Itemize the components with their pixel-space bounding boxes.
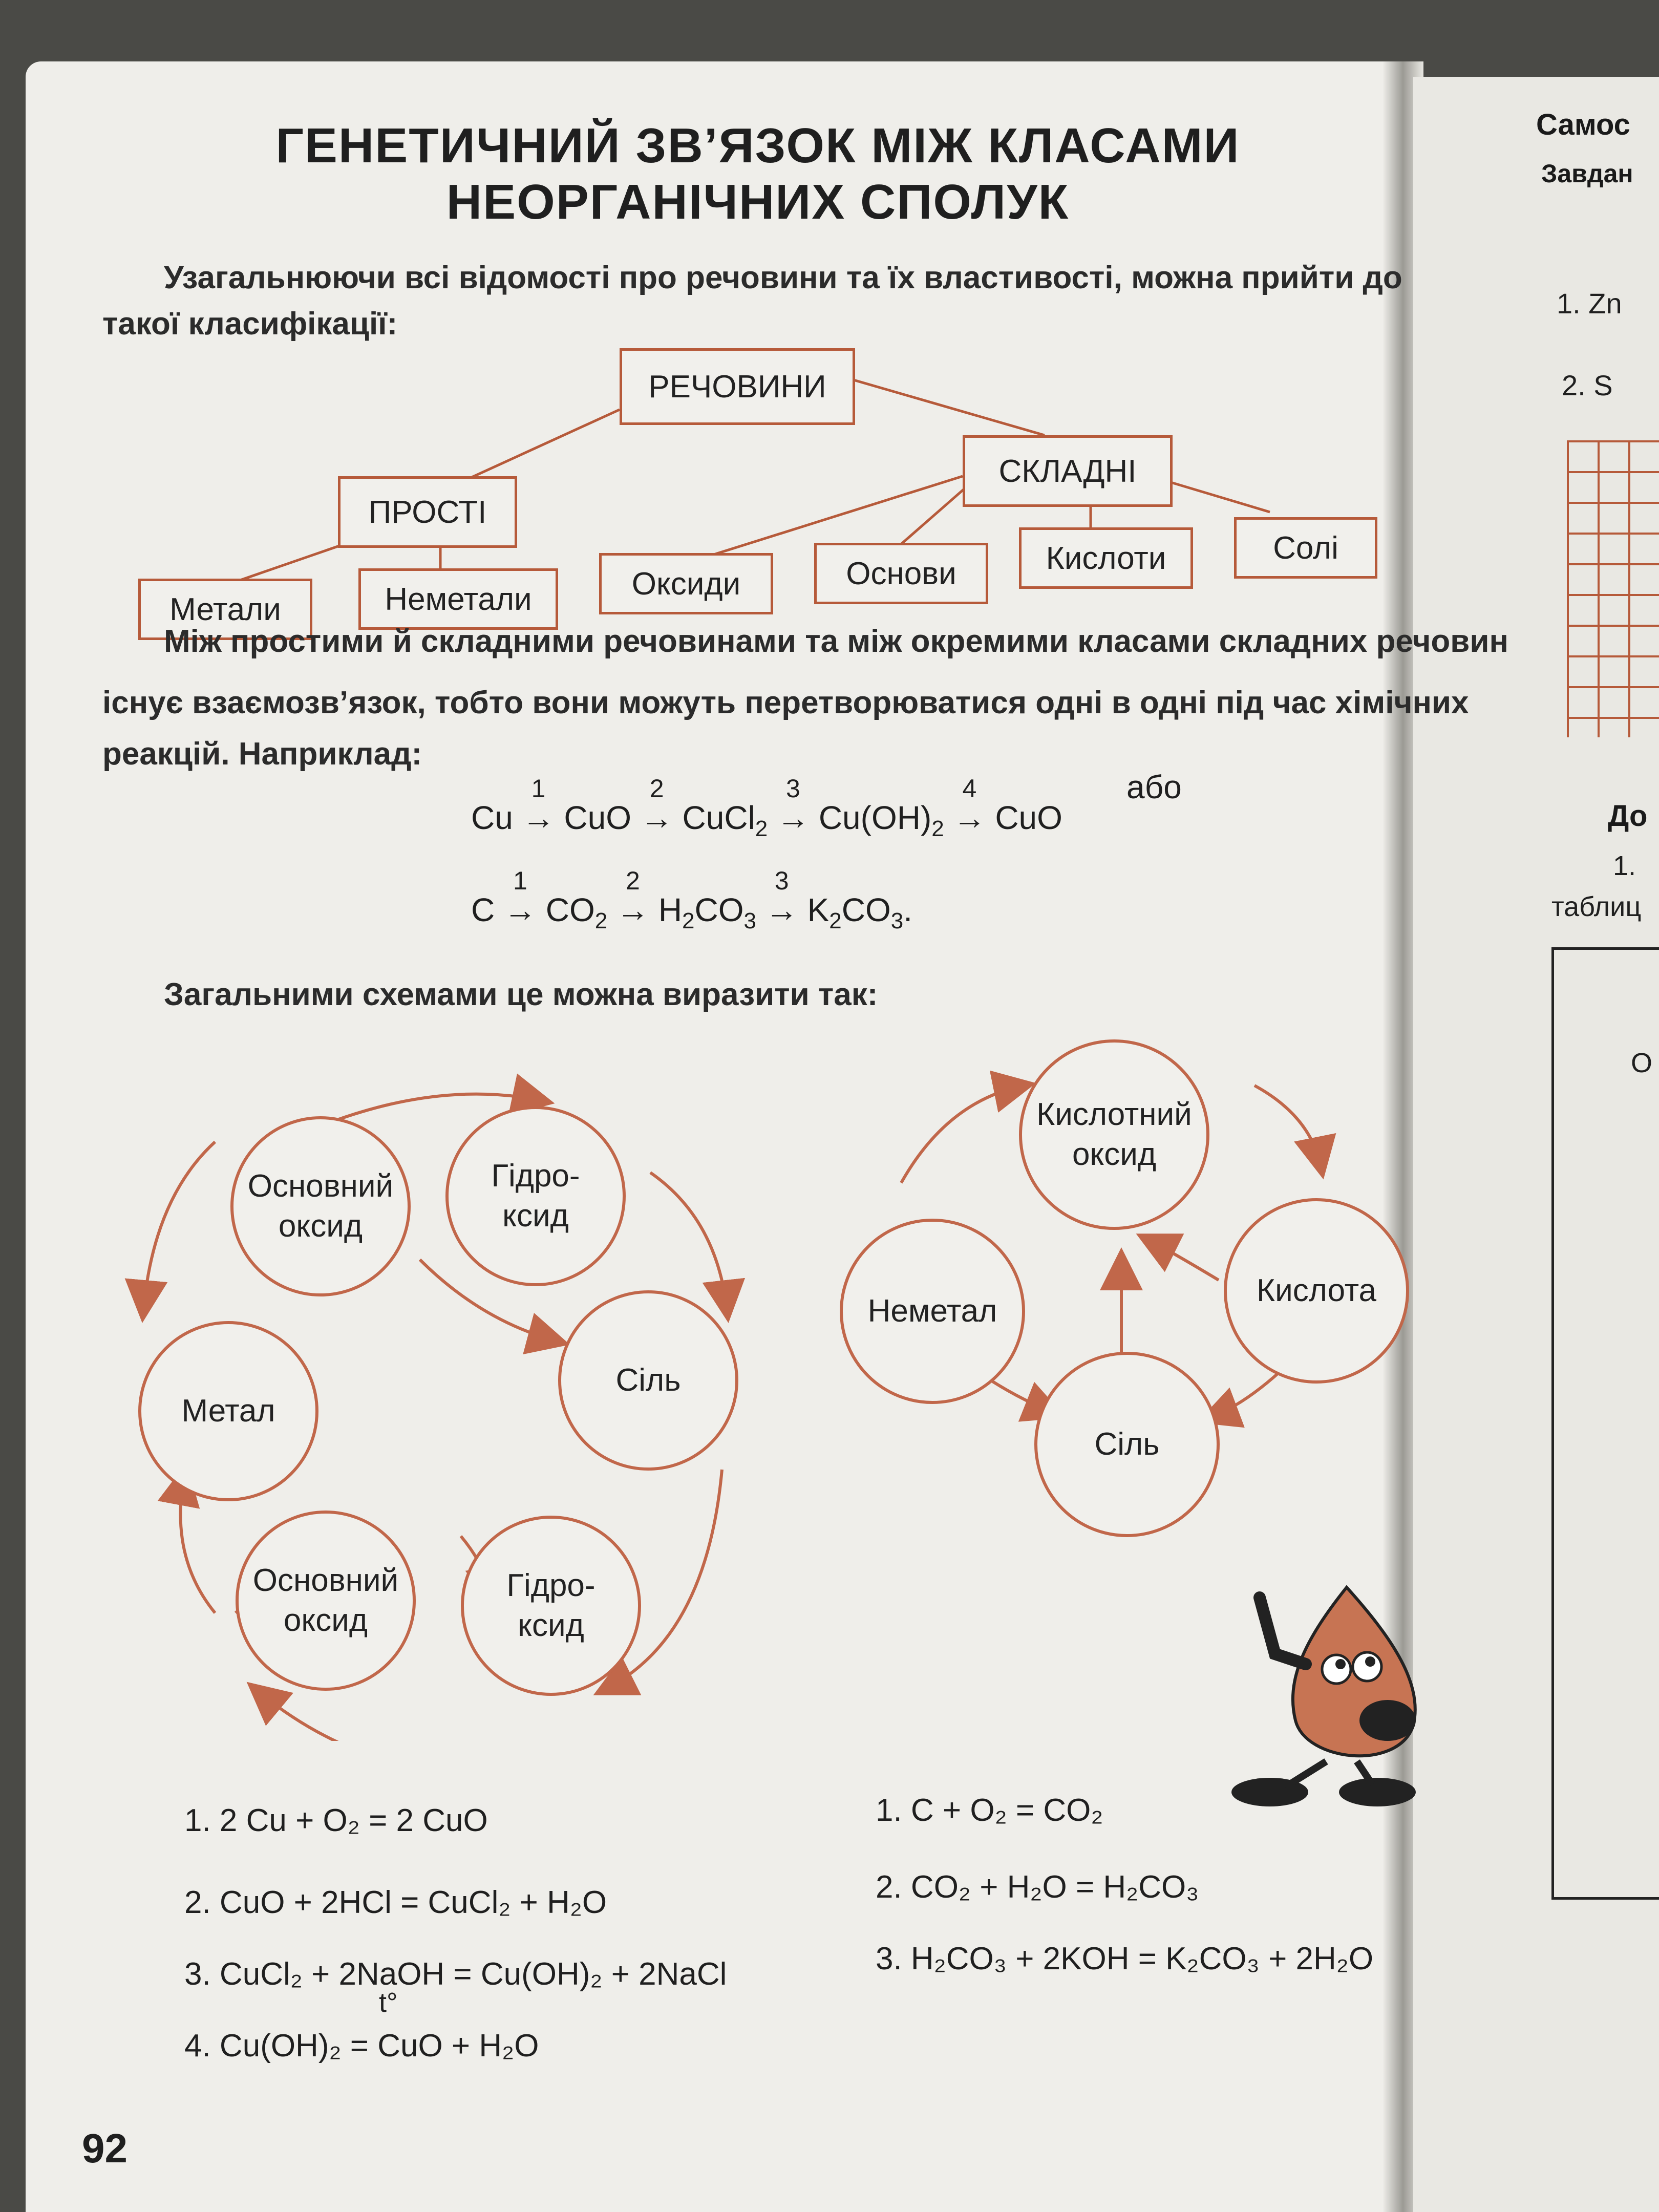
chain2-c: C [471, 891, 495, 928]
chain1-cuoh: Cu(OH) [818, 799, 932, 836]
chain1-cuo: CuO [564, 799, 631, 836]
node-oxides: Оксиди [599, 553, 773, 614]
right-page-item2: 2. S [1562, 369, 1613, 401]
node-salts: Солі [1234, 517, 1377, 579]
right-page-table-cell: О [1631, 1048, 1653, 1078]
relation-line1: Між простими й складними речовинами та між окремими класами складних речовин [164, 624, 1508, 659]
metal-scheme-hydroxide: Гідро- ксид [445, 1106, 626, 1286]
node-substances: РЕЧОВИНИ [620, 348, 855, 425]
chain1-cuoh-sub: 2 [931, 816, 944, 841]
node-complex: СКЛАДНІ [963, 435, 1173, 507]
metal-scheme-hydroxide-2: Гідро- ксид [461, 1516, 641, 1696]
chain2-period: . [903, 891, 913, 928]
chain1-cucl-sub: 2 [755, 816, 768, 841]
chain2-h: H [658, 891, 683, 928]
equation-left-2: 2. CuO + 2HCl = CuCl₂ + H₂O [184, 1885, 607, 1920]
page-title-line1: ГЕНЕТИЧНИЙ ЗВ’ЯЗОК МІЖ КЛАСАМИ [275, 118, 1240, 173]
intro-line1: Узагальнюючи всі відомості про речовини та їх властивості, можна прийти до [164, 260, 1402, 295]
right-page-item1: 1. Zn [1557, 287, 1622, 320]
node-simple: ПРОСТІ [338, 476, 517, 548]
heat-label: t° [379, 1987, 398, 2018]
chain-carbon: C 1 → $CO_2$ 2 → $H_2CO_3$ 3 → $K_2CO_3$. [471, 866, 913, 933]
metal-scheme-basic-oxide-2: Основний оксид [236, 1511, 416, 1691]
nonmetal-scheme-acid: Кислота [1224, 1198, 1409, 1384]
right-page-do-heading: До [1608, 799, 1648, 833]
right-page-grid [1567, 440, 1659, 737]
page-title-line2: НЕОРГАНІЧНИХ СПОЛУК [446, 175, 1070, 229]
right-page-do-item: 1. [1613, 850, 1636, 881]
step-2-label-2: 2 [626, 866, 640, 895]
nonmetal-scheme-salt: Сіль [1034, 1352, 1220, 1537]
relation-line3: реакцій. Наприклад: [102, 736, 422, 772]
chain-copper: Cu 1 → CuO 2 → CuCl$_2$ 3 → $Cu(OH)_2$ 4 → CuO [471, 774, 1062, 841]
chain1-cu: Cu [471, 799, 513, 836]
step-2-label: 2 [649, 774, 664, 803]
node-acids: Кислоти [1019, 527, 1193, 589]
page-number: 92 [82, 2125, 127, 2171]
step-1-label: 1 [531, 774, 546, 803]
equation-left-4: 4. Cu(OH)₂ = CuO + H₂O [184, 2028, 539, 2064]
step-3-label: 3 [786, 774, 800, 803]
right-page-table [1551, 947, 1659, 1900]
right-page-table-word: таблиц [1551, 891, 1642, 922]
chain1-cucl: CuCl [682, 799, 755, 836]
equation-right-1: 1. C + O₂ = CO₂ [876, 1793, 1103, 1828]
chain2-co: CO [545, 891, 595, 928]
drop-mascot-illustration [1229, 1577, 1444, 1813]
step-4-label: 4 [962, 774, 977, 803]
or-word: або [1126, 769, 1182, 805]
equation-left-1: 1. 2 Cu + O₂ = 2 CuO [184, 1803, 488, 1838]
node-bases: Основи [814, 543, 988, 604]
equation-left-3: 3. CuCl₂ + 2NaOH = Cu(OH)₂ + 2NaCl [184, 1956, 727, 1992]
chain2-k: K [807, 891, 830, 928]
metal-scheme-metal: Метал [138, 1321, 318, 1501]
nonmetal-scheme-acid-oxide: Кислотний оксид [1019, 1039, 1209, 1230]
relation-line2: існує взаємозв’язок, тобто вони можуть перетворюватися одні в одні під час хімічних [102, 685, 1469, 720]
step-1-label-2: 1 [513, 866, 527, 895]
right-page-task: Завдан [1541, 159, 1633, 188]
chain1-cuo-end: CuO [995, 799, 1062, 836]
schemes-intro: Загальними схемами це можна виразити так: [164, 977, 878, 1012]
node-nonmetals: Неметали [358, 568, 558, 630]
node-metals: Метали [138, 579, 312, 640]
step-3-label-2: 3 [774, 866, 789, 895]
right-page-heading: Самос [1536, 108, 1630, 141]
equation-right-3: 3. H₂CO₃ + 2KOH = K₂CO₃ + 2H₂O [876, 1941, 1374, 1976]
equation-right-2: 2. CO₂ + H₂O = H₂CO₃ [876, 1869, 1199, 1905]
intro-line2: такої класифікації: [102, 306, 398, 342]
metal-scheme-salt: Сіль [558, 1290, 738, 1471]
metal-scheme-basic-oxide: Основний оксид [230, 1116, 411, 1296]
nonmetal-scheme-nonmetal: Неметал [840, 1219, 1025, 1404]
